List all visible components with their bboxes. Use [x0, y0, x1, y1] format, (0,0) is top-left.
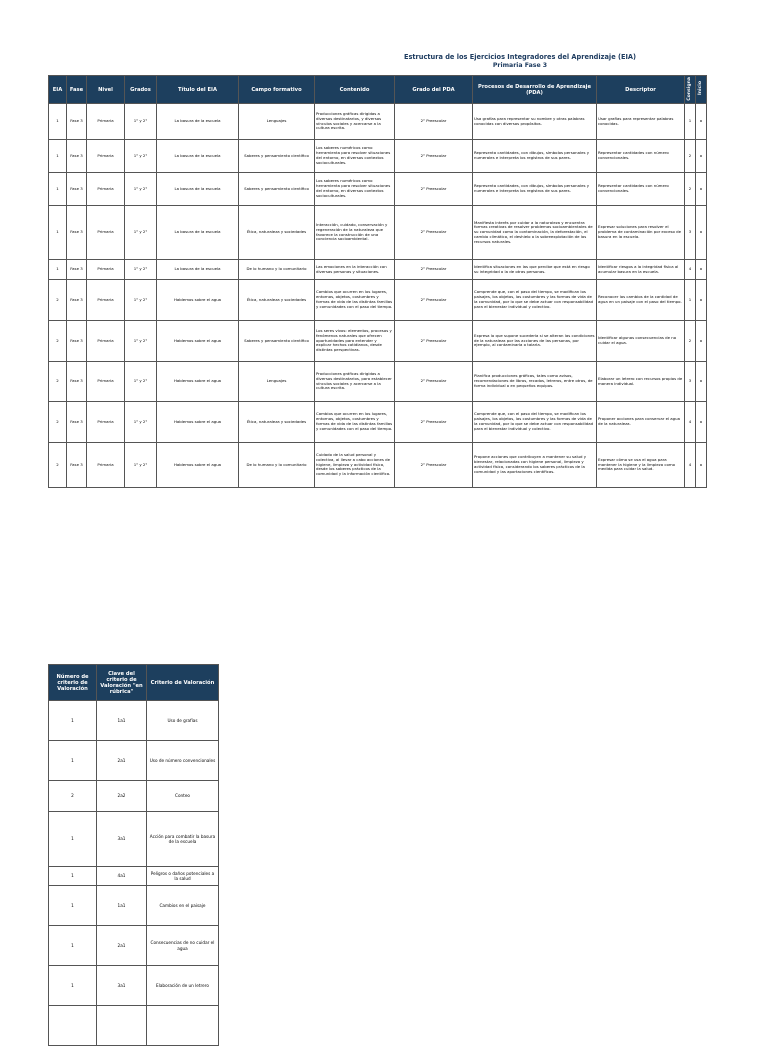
table-row [49, 104, 707, 140]
cell-clave-criterio: 2a2 [97, 781, 147, 812]
cell-grados: 1° y 2° [125, 321, 157, 362]
cell-inicio: a [696, 140, 707, 173]
cell-inicio: a [696, 321, 707, 362]
cell-numero-criterio: 2 [49, 781, 97, 812]
cell-titulo: La basura de la escuela [157, 104, 239, 140]
cell-clave-criterio: 3a1 [97, 966, 147, 1006]
cell-eia: 2 [49, 362, 67, 402]
cell-grado-pda: 2° Preescolar [395, 280, 473, 321]
cell-campo: Saberes y pensamiento científico [239, 321, 315, 362]
table-row [49, 321, 707, 362]
cell-consigna: 2 [685, 173, 696, 206]
table-row [49, 173, 707, 206]
cell-campo: Ética, naturaleza y sociedades [239, 402, 315, 443]
table-row [49, 926, 219, 966]
cell-nivel: Primaria [87, 443, 125, 488]
col-fase: Fase [67, 76, 87, 104]
main-table-header [49, 76, 707, 104]
col-numero-criterio: Número de criterio de Valoración [49, 665, 97, 701]
cell-clave-criterio: 2a1 [97, 926, 147, 966]
col-consigna: Consigna [685, 76, 696, 104]
cell-nivel: Primaria [87, 362, 125, 402]
cell-contenido: Cambios que ocurren en los lugares, entornos, objetos, costumbres y formas de vida de las distintas familias y comunidades con el paso del tiempo. [315, 280, 395, 321]
table-row [49, 443, 707, 488]
table-row [49, 206, 707, 260]
cell-grados: 1° y 2° [125, 140, 157, 173]
cell-grado-pda: 2° Preescolar [395, 260, 473, 280]
cell-numero-criterio [49, 1006, 97, 1046]
cell-descriptor: Representar cantidades con número convencionales. [597, 173, 685, 206]
cell-pda: Representa cantidades, con dibujos, símbolos personales y numerales e interpreta los registros de sus pares. [473, 140, 597, 173]
cell-descriptor: Proponer acciones para conservar el agua de la naturaleza. [597, 402, 685, 443]
criteria-table [48, 664, 219, 1046]
cell-grados: 1° y 2° [125, 443, 157, 488]
cell-consigna: 1 [685, 104, 696, 140]
cell-fase: Fase 3 [67, 402, 87, 443]
cell-consigna: 2 [685, 321, 696, 362]
cell-numero-criterio: 1 [49, 966, 97, 1006]
cell-inicio: a [696, 104, 707, 140]
cell-eia: 2 [49, 321, 67, 362]
cell-grados: 1° y 2° [125, 280, 157, 321]
cell-criterio: Peligros o daños potenciales a la salud [147, 867, 219, 886]
table-row [49, 701, 219, 741]
col-clave-criterio: Clave del criterio de Valoración "en rúbrica" [97, 665, 147, 701]
cell-nivel: Primaria [87, 206, 125, 260]
cell-grado-pda: 2° Preescolar [395, 443, 473, 488]
criteria-table-header [49, 665, 219, 701]
cell-contenido: Cuidado de la salud personal y colectiva, al llevar a cabo acciones de higiene, limpieza y actividad física, desde los saberes prácticos de la comunidad y la información científica. [315, 443, 395, 488]
cell-pda: Representa cantidades, con dibujos, símbolos personales y numerales e interpreta los registros de sus pares. [473, 173, 597, 206]
cell-contenido: Los saberes numéricos como herramienta para resolver situaciones del entorno, en diversos contextos socioculturales. [315, 140, 395, 173]
cell-descriptor: Expresar soluciones para resolver el problema de contaminación por exceso de basura en la escuela. [597, 206, 685, 260]
cell-eia: 2 [49, 280, 67, 321]
cell-consigna: 2 [685, 140, 696, 173]
cell-descriptor: Identificar riesgos a la integridad física al acumular basura en la escuela. [597, 260, 685, 280]
table-row [49, 812, 219, 867]
cell-fase: Fase 3 [67, 280, 87, 321]
cell-campo: Lenguajes [239, 104, 315, 140]
cell-titulo: Hablemos sobre el agua [157, 321, 239, 362]
table-row [49, 140, 707, 173]
cell-eia: 1 [49, 140, 67, 173]
cell-campo: Lenguajes [239, 362, 315, 402]
cell-grados: 1° y 2° [125, 206, 157, 260]
cell-campo: Ética, naturaleza y sociedades [239, 206, 315, 260]
document-subtitle: Primaria Fase 3 [492, 62, 548, 69]
cell-contenido: Las emociones en la interacción con diversas personas y situaciones. [315, 260, 395, 280]
cell-criterio: Cambios en el paisaje [147, 886, 219, 926]
cell-consigna: 4 [685, 260, 696, 280]
cell-fase: Fase 3 [67, 104, 87, 140]
cell-criterio: Conteo [147, 781, 219, 812]
cell-eia: 2 [49, 402, 67, 443]
document-title: Estructura de los Ejercicios Integradores del Aprendizaje (EIA) [403, 53, 637, 61]
cell-grados: 1° y 2° [125, 362, 157, 402]
col-descriptor: Descriptor [597, 76, 685, 104]
col-contenido: Contenido [315, 76, 395, 104]
cell-grado-pda: 2° Preescolar [395, 173, 473, 206]
cell-nivel: Primaria [87, 402, 125, 443]
eia-structure-table [48, 75, 707, 488]
cell-inicio: a [696, 206, 707, 260]
cell-descriptor: Identificar algunas consecuencias de no cuidar el agua. [597, 321, 685, 362]
cell-consigna: 4 [685, 443, 696, 488]
cell-numero-criterio: 1 [49, 741, 97, 781]
cell-consigna: 4 [685, 402, 696, 443]
cell-numero-criterio: 1 [49, 701, 97, 741]
cell-eia: 1 [49, 260, 67, 280]
col-criterio: Criterio de Valoración [147, 665, 219, 701]
cell-pda: Planifica producciones gráficas, tales como avisos, recomendaciones de libros, recados, letreros, entre otros, de forma individual o en pequeños equipos. [473, 362, 597, 402]
cell-inicio: a [696, 402, 707, 443]
cell-pda: Propone acciones que contribuyen a mantener su salud y bienestar, relacionadas con higiene personal, limpieza y actividad física, considerando los saberes prácticos de la comunidad y las aportaciones científicas. [473, 443, 597, 488]
cell-criterio: Uso de número convencionales [147, 741, 219, 781]
cell-titulo: Hablemos sobre el agua [157, 443, 239, 488]
cell-fase: Fase 3 [67, 206, 87, 260]
cell-clave-criterio [97, 1006, 147, 1046]
cell-fase: Fase 3 [67, 260, 87, 280]
table-row [49, 362, 707, 402]
cell-descriptor: Expresar cómo se usa el agua para mantener la higiene y la limpieza como medida para cuidar la salud. [597, 443, 685, 488]
cell-consigna: 1 [685, 280, 696, 321]
cell-fase: Fase 3 [67, 173, 87, 206]
cell-nivel: Primaria [87, 280, 125, 321]
cell-eia: 1 [49, 173, 67, 206]
cell-nivel: Primaria [87, 140, 125, 173]
col-pda: Procesos de Desarrollo de Aprendizaje (PDA) [473, 76, 597, 104]
cell-grados: 1° y 2° [125, 260, 157, 280]
cell-criterio: Elaboración de un letrero [147, 966, 219, 1006]
cell-nivel: Primaria [87, 104, 125, 140]
cell-titulo: La basura de la escuela [157, 206, 239, 260]
col-grados: Grados [125, 76, 157, 104]
cell-inicio: a [696, 362, 707, 402]
cell-inicio: a [696, 280, 707, 321]
cell-criterio: Acción para combatir la basura de la escuela [147, 812, 219, 867]
cell-grado-pda: 2° Preescolar [395, 104, 473, 140]
cell-titulo: Hablemos sobre el agua [157, 362, 239, 402]
cell-inicio: a [696, 443, 707, 488]
table-row [49, 966, 219, 1006]
cell-pda: Expresa lo que supone sucedería si se alteran las condiciones de la naturaleza por las acciones de las personas, por ejemplo, al contaminarla o talarla. [473, 321, 597, 362]
cell-descriptor: Representar cantidades con número convencionales. [597, 140, 685, 173]
cell-descriptor: Usar grafías para representar palabras conocidas. [597, 104, 685, 140]
cell-nivel: Primaria [87, 173, 125, 206]
cell-titulo: Hablemos sobre el agua [157, 402, 239, 443]
cell-nivel: Primaria [87, 260, 125, 280]
cell-titulo: La basura de la escuela [157, 260, 239, 280]
cell-contenido: Producciones gráficas dirigidas a diversos destinatarios, para establecer vínculos sociales y acercarse a la cultura escrita. [315, 362, 395, 402]
cell-numero-criterio: 1 [49, 812, 97, 867]
table-row [49, 886, 219, 926]
cell-titulo: Hablemos sobre el agua [157, 280, 239, 321]
cell-eia: 2 [49, 443, 67, 488]
cell-pda: Comprende que, con el paso del tiempo, se modifican los paisajes, los objetos, las costumbres y las formas de vida de la comunidad, por lo que se debe actuar con responsabilidad para el bienestar individual y colectivo. [473, 402, 597, 443]
cell-descriptor: Elaborar un letrero con recursos propios de manera individual. [597, 362, 685, 402]
cell-grado-pda: 2° Preescolar [395, 321, 473, 362]
cell-titulo: La basura de la escuela [157, 173, 239, 206]
col-campo: Campo formativo [239, 76, 315, 104]
cell-descriptor: Reconocer los cambios de la cantidad de agua en un paisaje con el paso del tiempo. [597, 280, 685, 321]
cell-campo: Saberes y pensamiento científico [239, 173, 315, 206]
cell-eia: 1 [49, 206, 67, 260]
cell-pda: Manifiesta interés por cuidar a la naturaleza y encuentra formas creativas de resolver problemas socioambientales de su comunidad como la contaminación, la deforestación, el cambio climático, el deshielo o la sobreexplotación de los recursos naturales. [473, 206, 597, 260]
cell-inicio: a [696, 173, 707, 206]
cell-pda: Identifica situaciones en las que percibe que está en riesgo su integridad o la de otras personas. [473, 260, 597, 280]
col-eia: EIA [49, 76, 67, 104]
table-row [49, 1006, 219, 1046]
cell-clave-criterio: 1a1 [97, 886, 147, 926]
cell-grado-pda: 2° Preescolar [395, 140, 473, 173]
cell-clave-criterio: 4a1 [97, 867, 147, 886]
cell-fase: Fase 3 [67, 443, 87, 488]
cell-grados: 1° y 2° [125, 402, 157, 443]
cell-grado-pda: 2° Preescolar [395, 402, 473, 443]
col-nivel: Nivel [87, 76, 125, 104]
cell-grado-pda: 2° Preescolar [395, 362, 473, 402]
cell-campo: Ética, naturaleza y sociedades [239, 280, 315, 321]
table-row [49, 867, 219, 886]
cell-contenido: Cambios que ocurren en los lugares, entornos, objetos, costumbres y formas de vida de las distintas familias y comunidades con el paso del tiempo. [315, 402, 395, 443]
cell-consigna: 3 [685, 206, 696, 260]
cell-pda: Usa grafías para representar su nombre y otras palabras conocidas con diversos propósitos. [473, 104, 597, 140]
cell-titulo: La basura de la escuela [157, 140, 239, 173]
cell-campo: De lo humano y lo comunitario [239, 443, 315, 488]
cell-fase: Fase 3 [67, 140, 87, 173]
cell-nivel: Primaria [87, 321, 125, 362]
title-block [300, 53, 740, 70]
col-inicio: Inicio [696, 76, 707, 104]
cell-pda: Comprende que, con el paso del tiempo, se modifican los paisajes, los objetos, las costumbres y las formas de vida de la comunidad, por lo que se debe actuar con responsabilidad para el bienestar individual y colectivo. [473, 280, 597, 321]
cell-eia: 1 [49, 104, 67, 140]
table-row [49, 781, 219, 812]
cell-contenido: Producciones gráficas dirigidas a diversos destinatarios, y diversos vínculos sociales y acercarse a la cultura escrita. [315, 104, 395, 140]
cell-clave-criterio: 1a1 [97, 701, 147, 741]
cell-grados: 1° y 2° [125, 104, 157, 140]
col-titulo: Título del EIA [157, 76, 239, 104]
cell-grado-pda: 2° Preescolar [395, 206, 473, 260]
cell-fase: Fase 3 [67, 362, 87, 402]
cell-criterio [147, 1006, 219, 1046]
cell-contenido: Interacción, cuidado, conservación y regeneración de la naturaleza que favorece la construcción de una conciencia socioambiental. [315, 206, 395, 260]
cell-inicio: a [696, 260, 707, 280]
cell-campo: Saberes y pensamiento científico [239, 140, 315, 173]
cell-numero-criterio: 1 [49, 886, 97, 926]
cell-numero-criterio: 1 [49, 926, 97, 966]
cell-criterio: Uso de grafías [147, 701, 219, 741]
cell-criterio: Consecuencias de no cuidar el agua [147, 926, 219, 966]
table-row [49, 260, 707, 280]
cell-clave-criterio: 3a1 [97, 812, 147, 867]
cell-clave-criterio: 2a1 [97, 741, 147, 781]
cell-contenido: Los saberes numéricos como herramienta para resolver situaciones del entorno, en diversos contextos socioculturales. [315, 173, 395, 206]
table-row [49, 280, 707, 321]
cell-contenido: Los seres vivos: elementos, procesos y fenómenos naturales que ofrecen oportunidades para entender y explicar hechos cotidianos, desde distintas perspectivas. [315, 321, 395, 362]
cell-campo: De lo humano y lo comunitario [239, 260, 315, 280]
table-row [49, 741, 219, 781]
cell-grados: 1° y 2° [125, 173, 157, 206]
cell-numero-criterio: 1 [49, 867, 97, 886]
table-row [49, 402, 707, 443]
cell-consigna: 3 [685, 362, 696, 402]
cell-fase: Fase 3 [67, 321, 87, 362]
col-grado-pda: Grado del PDA [395, 76, 473, 104]
